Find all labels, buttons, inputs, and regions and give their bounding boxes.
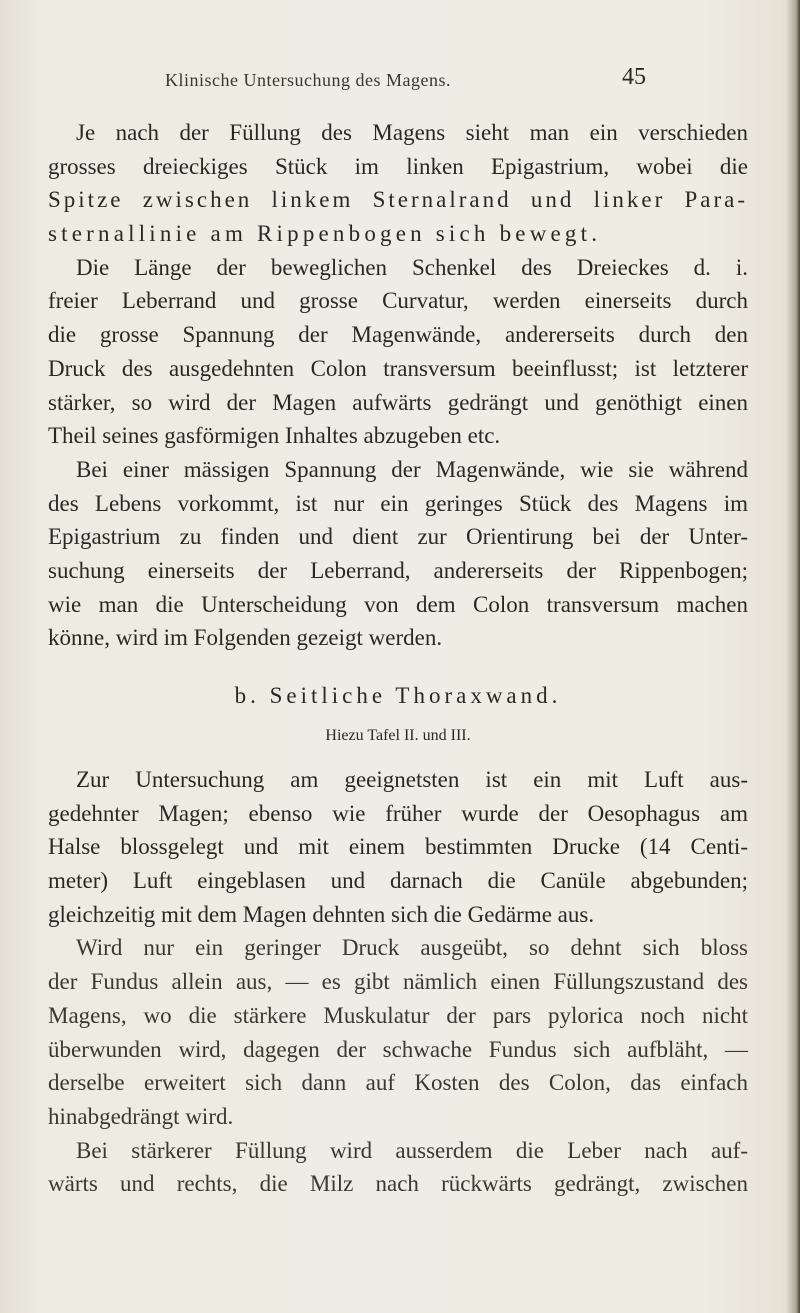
text-line: gleichzeitig mit dem Magen dehnten sich die Gedärme aus. [48,901,595,927]
text-line: Wird nur ein geringer Druck ausgeübt, so dehnt sich bloss [76,935,748,961]
text-line: sternallinie am Rippenbogen sich bewegt. [48,221,602,247]
text-line: wärts und rechts, die Milz nach rückwärts gedrängt, zwischen [48,1171,748,1197]
text-line: suchung einerseits der Leberrand, andererseits der Rippenbogen; [48,557,748,583]
text-line: könne, wird im Folgenden gezeigt werden. [48,625,443,651]
text-line: hinabgedrängt wird. [48,1103,234,1129]
text-line: meter) Luft eingeblasen und darnach die Canüle abgebunden; [48,868,748,894]
text-line: die grosse Spannung der Magenwände, andererseits durch den [48,322,748,348]
text-line: Bei stärkerer Füllung wird ausserdem die Leber nach auf- [76,1137,748,1163]
text-line: Druck des ausgedehnten Colon transversum beeinflusst; ist letzterer [48,355,748,381]
page-edge-shadow [786,0,800,1313]
text-line: Halse blossgelegt und mit einem bestimmten Drucke (14 Centi- [48,834,748,860]
text-line: Spitze zwischen linkem Sternalrand und linker Para- [48,187,748,213]
text-line: der Fundus allein aus, — es gibt nämlich einen Füllungszustand des [48,969,748,995]
text-line: wie man die Unterscheidung von dem Colon transversum machen [48,591,748,617]
text-line: derselbe erweitert sich dann auf Kosten des Colon, das einfach [48,1070,748,1096]
text-line: Die Länge der beweglichen Schenkel des Dreieckes d. i. [76,254,748,280]
text-line: gedehnter Magen; ebenso wie früher wurde der Oesophagus am [48,800,748,826]
text-line: stärker, so wird der Magen aufwärts gedrängt und genöthigt einen [48,389,748,415]
text-line: überwunden wird, dagegen der schwache Fundus sich aufbläht, — [48,1036,748,1062]
text-line: Epigastrium zu finden und dient zur Orientirung bei der Unter- [48,524,748,550]
section-heading: b. Seitliche Thoraxwand. [234,683,562,708]
page-number: 45 [622,64,646,90]
text-line: Zur Untersuchung am geeignetsten ist ein mit Luft aus- [76,767,748,792]
text-line: Magens, wo die stärkere Muskulatur der pars pylorica noch nicht [48,1002,748,1028]
text-line: Bei einer mässigen Spannung der Magenwände, wie sie während [76,456,748,482]
text-line: Je nach der Füllung des Magens sieht man ein verschieden [76,120,748,145]
text-line: Theil seines gasförmigen Inhaltes abzugeben etc. [48,423,501,449]
text-line: grosses dreieckiges Stück im linken Epigastrium, wobei die [48,153,748,179]
running-head [0,64,800,100]
body-text [48,116,748,1201]
section-subheading: Hiezu Tafel II. und III. [325,727,471,744]
text-line: des Lebens vorkommt, ist nur ein geringes Stück des Magens im [48,490,748,516]
text-line: freier Leberrand und grosse Curvatur, werden einerseits durch [48,288,748,314]
running-title: Klinische Untersuchung des Magens. [165,70,451,90]
